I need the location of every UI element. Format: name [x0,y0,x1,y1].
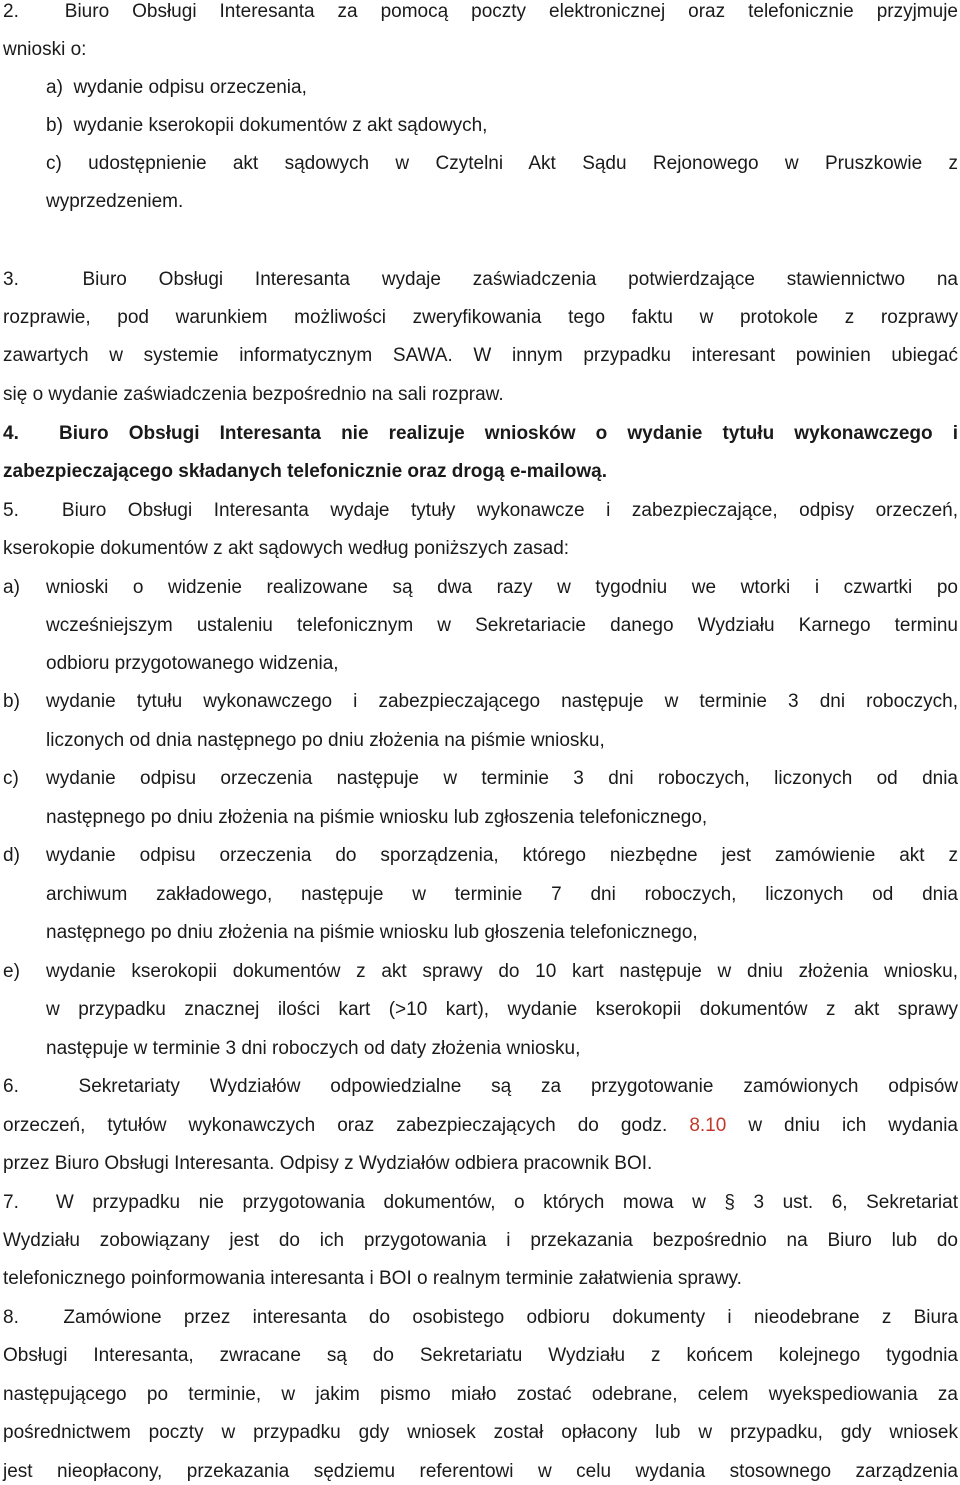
sec4-line-1: 4. Biuro Obsługi Interesanta nie realizuje wniosków o wydanie tytułu wykonawczego i [3,423,958,444]
sec6-line-2-end: w dniu ich wydania [726,1115,958,1136]
sec7-line-2: Wydziału zobowiązany jest do ich przygotowania i przekazania bezpośrednio na Biuro lub do [3,1230,958,1251]
sec2-item-b: b) wydanie kserokopii dokumentów z akt sądowych, [46,115,488,136]
sec5-item-b-line-2: liczonych od dnia następnego po dniu złożenia na piśmie wniosku, [46,730,605,751]
sec2-item-c-line-2: wyprzedzeniem. [46,191,184,212]
sec8-line-5: jest nieopłacony, przekazania sędziemu referentowi w celu wydania stosownego zarządzenia [3,1461,958,1482]
sec5-item-a-line-2: wcześniejszym ustaleniu telefonicznym w Sekretariacie danego Wydziału Karnego terminu [46,615,958,636]
sec5-item-d-line-1: wydanie odpisu orzeczenia do sporządzenia, którego niezbędne jest zamówienie akt z [46,845,958,866]
sec7-line-1: 7. W przypadku nie przygotowania dokumentów, o których mowa w § 3 ust. 6, Sekretariat [3,1192,958,1213]
sec8-line-1: 8. Zamówione przez interesanta do osobistego odbioru dokumenty i nieodebrane z Biura [3,1307,958,1328]
sec6-line-2 [3,1114,958,1138]
sec5-item-e-line-3: następuje w terminie 3 dni roboczych od daty złożenia wniosku, [46,1038,581,1059]
sec5-item-d-marker: d) [3,845,20,866]
sec5-line-2: kserokopie dokumentów z akt sądowych według poniższych zasad: [3,538,570,559]
sec6-line-2-start: orzeczeń, tytułów wykonawczych oraz zabezpieczających do godz. [3,1115,690,1136]
sec8-line-4: pośrednictwem poczty w przypadku gdy wniosek został opłacony lub w przypadku, gdy wniosek [3,1422,958,1443]
sec5-item-b-marker: b) [3,691,20,712]
sec6-line-1: 6. Sekretariaty Wydziałów odpowiedzialne są za przygotowanie zamówionych odpisów [3,1076,958,1097]
sec3-line-1: 3. Biuro Obsługi Interesanta wydaje zaświadczenia potwierdzające stawiennictwo na [3,269,958,290]
sec2-item-c-line-1: c) udostępnienie akt sądowych w Czytelni Akt Sądu Rejonowego w Pruszkowie z [46,153,958,174]
sec4-line-2: zabezpieczającego składanych telefonicznie oraz drogą e-mailową. [3,461,607,482]
pickup-time: 8.10 [689,1115,727,1136]
sec5-item-b-line-1: wydanie tytułu wykonawczego i zabezpieczającego następuje w terminie 3 dni roboczych, [46,691,958,712]
sec5-item-d-line-3: następnego po dniu złożenia na piśmie wniosku lub głoszenia telefonicznego, [46,922,698,943]
sec6-line-3: przez Biuro Obsługi Interesanta. Odpisy z Wydziałów odbiera pracownik BOI. [3,1153,653,1174]
sec5-line-1: 5. Biuro Obsługi Interesanta wydaje tytuły wykonawcze i zabezpieczające, odpisy orzeczeń, [3,500,958,521]
sec2-line-1: 2. Biuro Obsługi Interesanta za pomocą poczty elektronicznej oraz telefonicznie przyjmuje [3,1,958,22]
sec5-item-a-marker: a) [3,577,20,598]
sec8-line-3: następującego po terminie, w jakim pismo miało zostać odebrane, celem wyekspediowania za [3,1384,958,1405]
sec7-line-3: telefonicznego poinformowania interesanta i BOI o realnym terminie załatwienia sprawy. [3,1268,742,1289]
sec5-item-e-marker: e) [3,961,20,982]
sec5-item-e-line-1: wydanie kserokopii dokumentów z akt sprawy do 10 kart następuje w dniu złożenia wniosku, [46,961,958,982]
sec5-item-c-marker: c) [3,768,19,789]
sec8-line-2: Obsługi Interesanta, zwracane są do Sekretariatu Wydziału z końcem kolejnego tygodnia [3,1345,958,1366]
sec3-line-2: rozprawie, pod warunkiem możliwości zweryfikowania tego faktu w protokole z rozprawy [3,307,958,328]
sec3-line-3: zawartych w systemie informatycznym SAWA. W innym przypadku interesant powinien ubiegać [3,345,958,366]
sec5-item-d-line-2: archiwum zakładowego, następuje w terminie 7 dni roboczych, liczonych od dnia [46,884,958,905]
sec5-item-c-line-1: wydanie odpisu orzeczenia następuje w terminie 3 dni roboczych, liczonych od dnia [46,768,958,789]
sec5-item-c-line-2: następnego po dniu złożenia na piśmie wniosku lub zgłoszenia telefonicznego, [46,807,708,828]
sec5-item-a-line-1: wnioski o widzenie realizowane są dwa razy w tygodniu we wtorki i czwartki po [46,577,958,598]
sec5-item-a-line-3: odbioru przygotowanego widzenia, [46,653,339,674]
sec3-line-4: się o wydanie zaświadczenia bezpośrednio na sali rozpraw. [3,384,504,405]
sec2-item-a: a) wydanie odpisu orzeczenia, [46,77,307,98]
sec2-line-2: wnioski o: [3,39,87,60]
sec5-item-e-line-2: w przypadku znacznej ilości kart (>10 kart), wydanie kserokopii dokumentów z akt sprawy [46,999,958,1020]
